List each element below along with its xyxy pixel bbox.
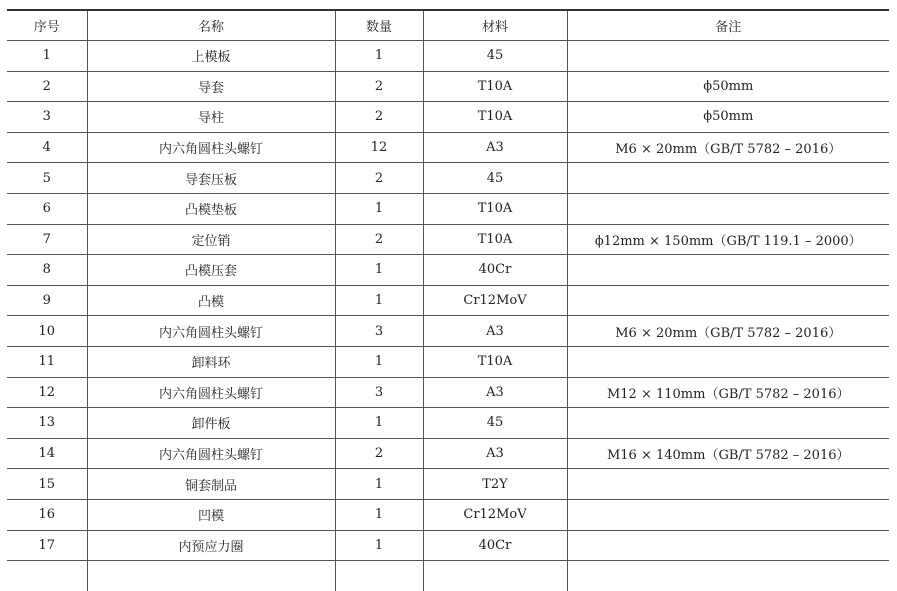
table-row [7, 499, 889, 530]
cell-name: 导套 [87, 71, 335, 102]
header-quantity: 数量 [335, 10, 423, 41]
cell-remark: M6 × 20mm（GB/T 5782 – 2016） [567, 132, 889, 163]
cell-remark [567, 193, 889, 224]
cell-name: 导套压板 [87, 163, 335, 194]
table-row [7, 255, 889, 286]
cell-name: 内六角圆柱头螺钉 [87, 377, 335, 408]
cell-material: 45 [423, 41, 567, 72]
cell-remark [567, 255, 889, 286]
cell-index: 14 [7, 438, 87, 469]
cell-quantity: 1 [335, 469, 423, 500]
cell-remark [567, 469, 889, 500]
cell-quantity: 2 [335, 163, 423, 194]
parts-table-container [7, 9, 889, 591]
cell-remark: ϕ50mm [567, 102, 889, 133]
cell-material: T10A [423, 102, 567, 133]
table-row [7, 346, 889, 377]
cell-remark [567, 530, 889, 561]
table-body [7, 41, 889, 591]
cell-name: 卸料环 [87, 346, 335, 377]
cell-name: 凸模压套 [87, 255, 335, 286]
cell-quantity: 2 [335, 438, 423, 469]
cell-index: 1 [7, 41, 87, 72]
cell-quantity: 1 [335, 285, 423, 316]
cell-material: 40Cr [423, 255, 567, 286]
header-name: 名称 [87, 10, 335, 41]
header-index: 序号 [7, 10, 87, 41]
table-row [7, 469, 889, 500]
cell-index: 7 [7, 224, 87, 255]
cell-quantity: 1 [335, 193, 423, 224]
cell-name: 凸模 [87, 285, 335, 316]
cell-material: Cr12MoV [423, 285, 567, 316]
cell-index: 4 [7, 132, 87, 163]
cell-material: T10A [423, 224, 567, 255]
cell-index: 11 [7, 346, 87, 377]
cell-material: A3 [423, 377, 567, 408]
cell-remark [567, 561, 889, 591]
table-row [7, 316, 889, 347]
cell-material: 45 [423, 163, 567, 194]
cell-quantity: 2 [335, 71, 423, 102]
cell-material: A3 [423, 316, 567, 347]
cell-quantity: 1 [335, 499, 423, 530]
table-row [7, 408, 889, 439]
cell-remark: ϕ50mm [567, 71, 889, 102]
cell-name: 内六角圆柱头螺钉 [87, 132, 335, 163]
cell-quantity: 2 [335, 102, 423, 133]
cell-quantity [335, 561, 423, 591]
parts-table [7, 9, 889, 591]
cell-name: 内预应力圈 [87, 530, 335, 561]
table-row [7, 438, 889, 469]
cell-material [423, 561, 567, 591]
cell-quantity: 1 [335, 255, 423, 286]
cell-remark [567, 41, 889, 72]
cell-index: 10 [7, 316, 87, 347]
cell-quantity: 3 [335, 316, 423, 347]
table-row [7, 132, 889, 163]
cell-index: 17 [7, 530, 87, 561]
table-row [7, 224, 889, 255]
cell-quantity: 1 [335, 408, 423, 439]
table-row [7, 41, 889, 72]
table-row [7, 102, 889, 133]
cell-material: 40Cr [423, 530, 567, 561]
cell-name: 导柱 [87, 102, 335, 133]
cell-remark: M12 × 110mm（GB/T 5782 – 2016） [567, 377, 889, 408]
cell-index: 2 [7, 71, 87, 102]
cell-quantity: 1 [335, 41, 423, 72]
cell-index: 8 [7, 255, 87, 286]
cell-material: A3 [423, 132, 567, 163]
cell-quantity: 1 [335, 346, 423, 377]
cell-index: 12 [7, 377, 87, 408]
cell-remark [567, 285, 889, 316]
cell-index: 9 [7, 285, 87, 316]
cell-name [87, 561, 335, 591]
cell-quantity: 1 [335, 530, 423, 561]
cell-material: 45 [423, 408, 567, 439]
table-row [7, 285, 889, 316]
cell-quantity: 3 [335, 377, 423, 408]
cell-remark [567, 408, 889, 439]
cell-remark [567, 346, 889, 377]
table-row [7, 530, 889, 561]
cell-index: 15 [7, 469, 87, 500]
cell-material: T10A [423, 346, 567, 377]
header-material: 材料 [423, 10, 567, 41]
cell-remark: ϕ12mm × 150mm（GB/T 119.1 – 2000） [567, 224, 889, 255]
cell-quantity: 2 [335, 224, 423, 255]
cell-material: T10A [423, 71, 567, 102]
table-header-row [7, 10, 889, 41]
cell-name: 凸模垫板 [87, 193, 335, 224]
cell-quantity: 12 [335, 132, 423, 163]
cell-name: 上模板 [87, 41, 335, 72]
cell-index: 6 [7, 193, 87, 224]
table-row [7, 377, 889, 408]
table-row [7, 163, 889, 194]
cell-name: 内六角圆柱头螺钉 [87, 438, 335, 469]
table-row [7, 71, 889, 102]
cell-material: Cr12MoV [423, 499, 567, 530]
cell-material: A3 [423, 438, 567, 469]
cell-index: 3 [7, 102, 87, 133]
cell-material: T10A [423, 193, 567, 224]
cell-remark [567, 163, 889, 194]
table-row-partial [7, 561, 889, 591]
cell-remark: M16 × 140mm（GB/T 5782 – 2016） [567, 438, 889, 469]
cell-remark: M6 × 20mm（GB/T 5782 – 2016） [567, 316, 889, 347]
header-remark: 备注 [567, 10, 889, 41]
cell-index [7, 561, 87, 591]
cell-name: 凹模 [87, 499, 335, 530]
cell-name: 卸件板 [87, 408, 335, 439]
cell-index: 13 [7, 408, 87, 439]
cell-name: 内六角圆柱头螺钉 [87, 316, 335, 347]
cell-remark [567, 499, 889, 530]
cell-index: 5 [7, 163, 87, 194]
cell-name: 铜套制品 [87, 469, 335, 500]
cell-name: 定位销 [87, 224, 335, 255]
table-row [7, 193, 889, 224]
cell-material: T2Y [423, 469, 567, 500]
cell-index: 16 [7, 499, 87, 530]
